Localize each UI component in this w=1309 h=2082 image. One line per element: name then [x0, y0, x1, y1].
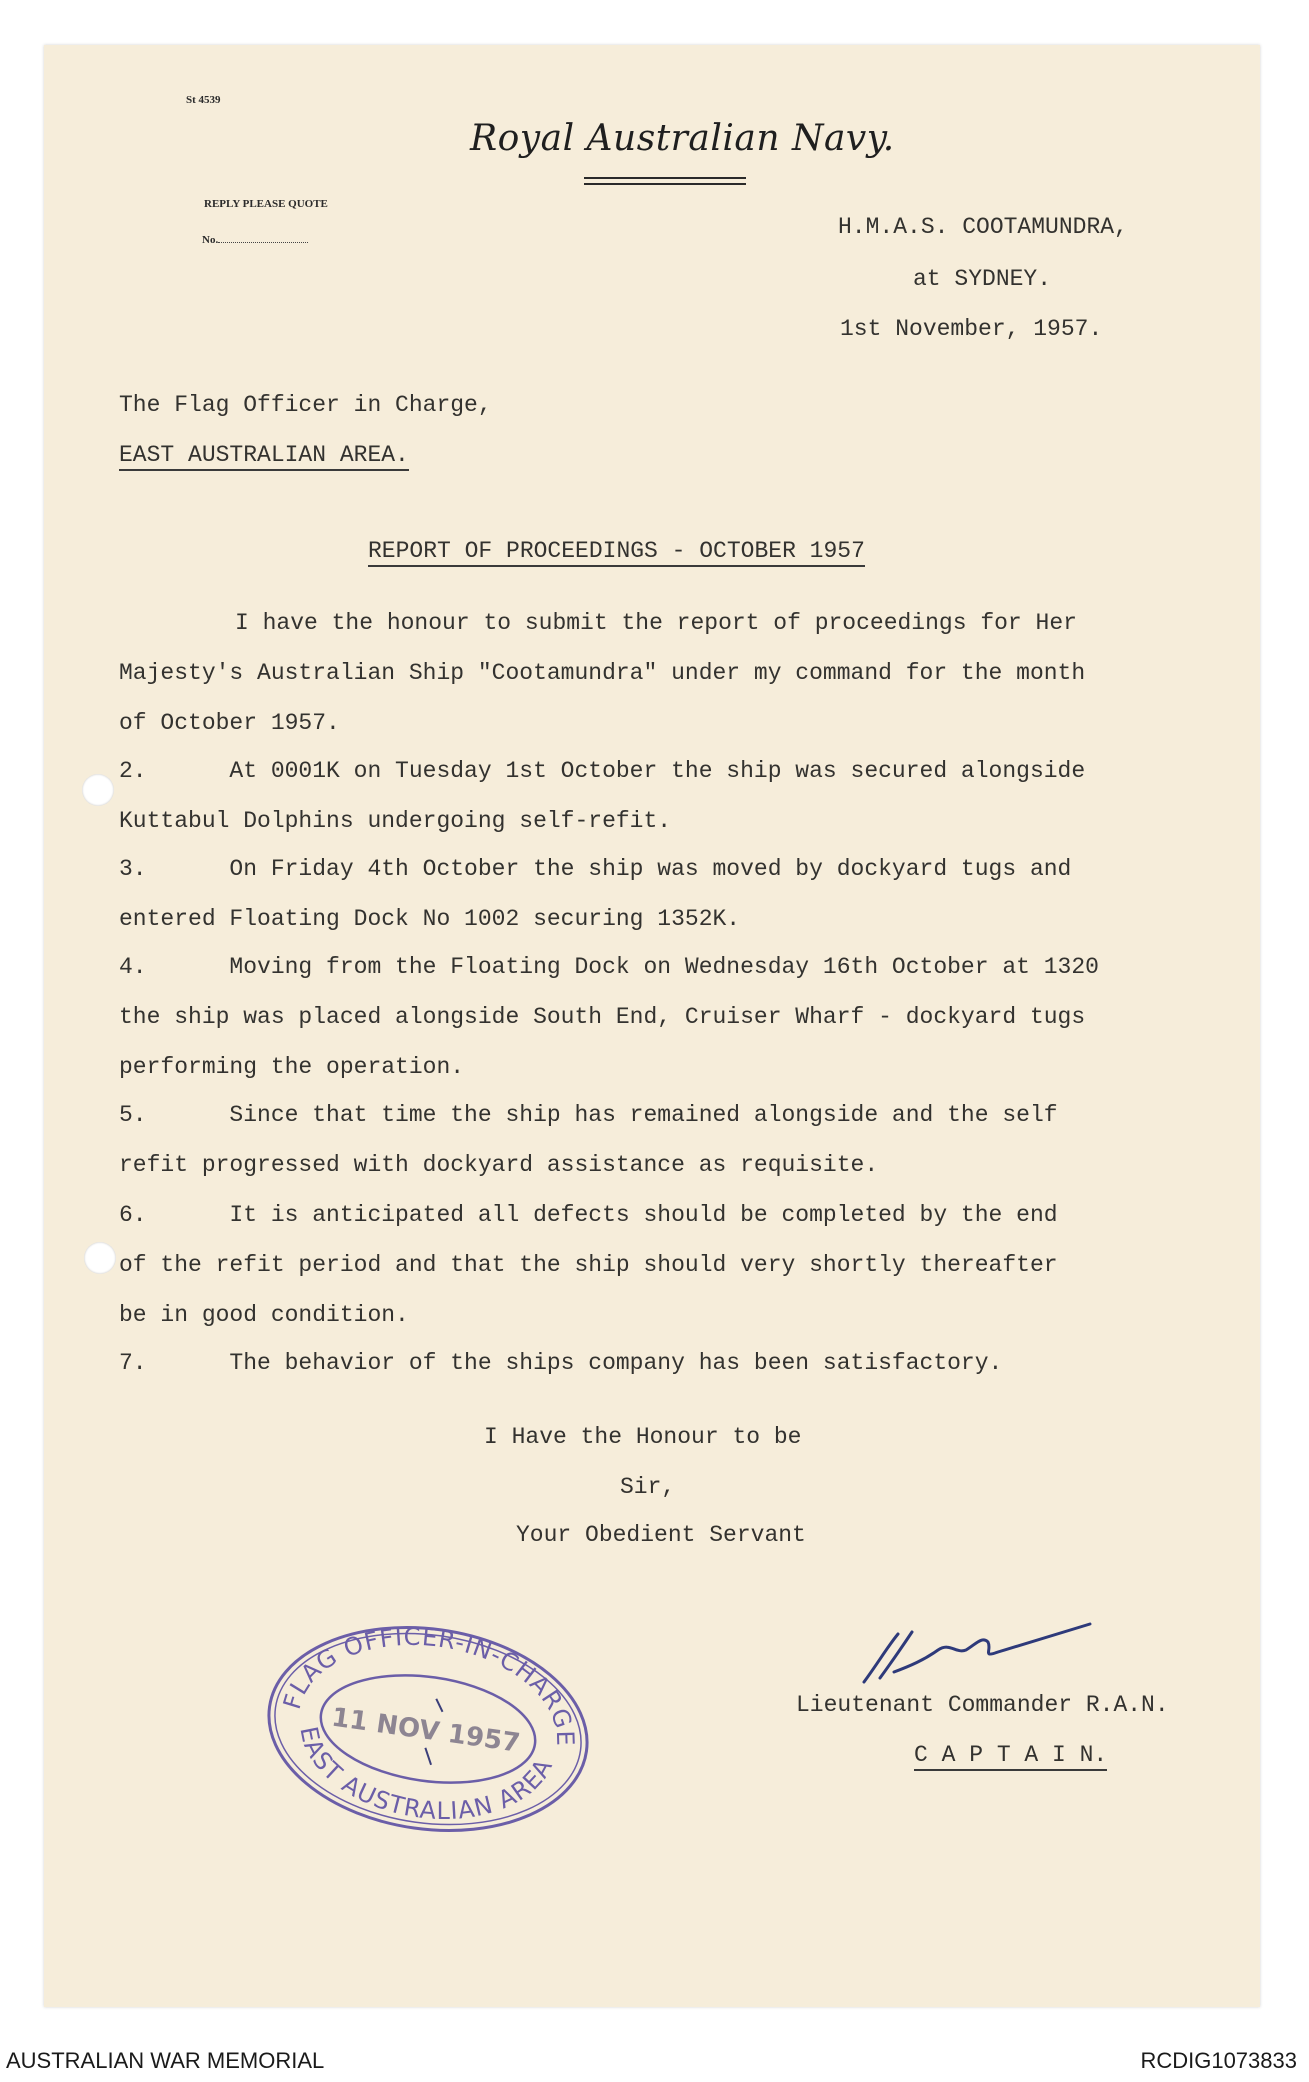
sender-location: at SYDNEY.: [913, 266, 1052, 292]
closing-line-1: I Have the Honour to be: [484, 1424, 802, 1450]
body-line: 5. Since that time the ship has remained alongside and the self: [119, 1102, 1058, 1128]
punch-hole-lower: [84, 1242, 116, 1274]
stamp-date: 11 NOV 1957: [329, 1702, 522, 1759]
body-line: refit progressed with dockyard assistance as requisite.: [119, 1152, 879, 1178]
addressee-line-1: The Flag Officer in Charge,: [119, 392, 492, 418]
received-stamp: [258, 1618, 598, 1840]
body-line: I have the honour to submit the report of proceedings for Her: [235, 610, 1077, 636]
footer-reference: RCDIG1073833: [1140, 2048, 1297, 2073]
body-line: entered Floating Dock No 1002 securing 1352K.: [119, 906, 741, 932]
addressee-line-2: EAST AUSTRALIAN AREA.: [119, 442, 409, 471]
body-line: be in good condition.: [119, 1302, 409, 1328]
body-line: of the refit period and that the ship should very shortly thereafter: [119, 1252, 1058, 1278]
closing-line-3: Your Obedient Servant: [516, 1522, 806, 1548]
body-line: 6. It is anticipated all defects should be completed by the end: [119, 1202, 1058, 1228]
signatory-rank: Lieutenant Commander R.A.N.: [796, 1692, 1169, 1718]
letter-date: 1st November, 1957.: [840, 316, 1103, 342]
reply-number-label: [202, 234, 308, 246]
footer-credit: AUSTRALIAN WAR MEMORIAL: [6, 2048, 325, 2073]
letterhead-rule-top: [584, 177, 746, 179]
body-line: Majesty's Australian Ship "Cootamundra" under my command for the month: [119, 660, 1086, 686]
body-line: 2. At 0001K on Tuesday 1st October the ship was secured alongside: [119, 758, 1086, 784]
reply-note: REPLY PLEASE QUOTE: [204, 198, 328, 210]
body-line: the ship was placed alongside South End, Cruiser Wharf - dockyard tugs: [119, 1004, 1086, 1030]
stamp-top-text: FLAG OFFICER-IN-CHARGE: [277, 1622, 580, 1748]
body-line: performing the operation.: [119, 1054, 465, 1080]
body-line: Kuttabul Dolphins undergoing self-refit.: [119, 808, 672, 834]
punch-hole-upper: [82, 774, 114, 806]
form-number: St 4539: [186, 94, 221, 106]
letterhead-title: Royal Australian Navy.: [470, 118, 895, 159]
subject-line: REPORT OF PROCEEDINGS - OCTOBER 1957: [368, 538, 865, 567]
stamp-graphic: [258, 1618, 598, 1840]
letterhead-rule-bottom: [584, 183, 746, 185]
body-line: 7. The behavior of the ships company has been satisfactory.: [119, 1350, 1003, 1376]
stamp-bottom-text: EAST AUSTRALIAN AREA: [294, 1724, 559, 1825]
sender-ship: H.M.A.S. COOTAMUNDRA,: [838, 214, 1128, 240]
reply-no-text: No.: [202, 234, 219, 246]
body-line: 4. Moving from the Floating Dock on Wednesday 16th October at 1320: [119, 954, 1099, 980]
body-line: of October 1957.: [119, 710, 340, 736]
closing-line-2: Sir,: [620, 1474, 676, 1500]
signatory-title: C A P T A I N.: [914, 1742, 1107, 1771]
body-line: 3. On Friday 4th October the ship was moved by dockyard tugs and: [119, 856, 1072, 882]
signature-mark: [858, 1620, 1098, 1690]
